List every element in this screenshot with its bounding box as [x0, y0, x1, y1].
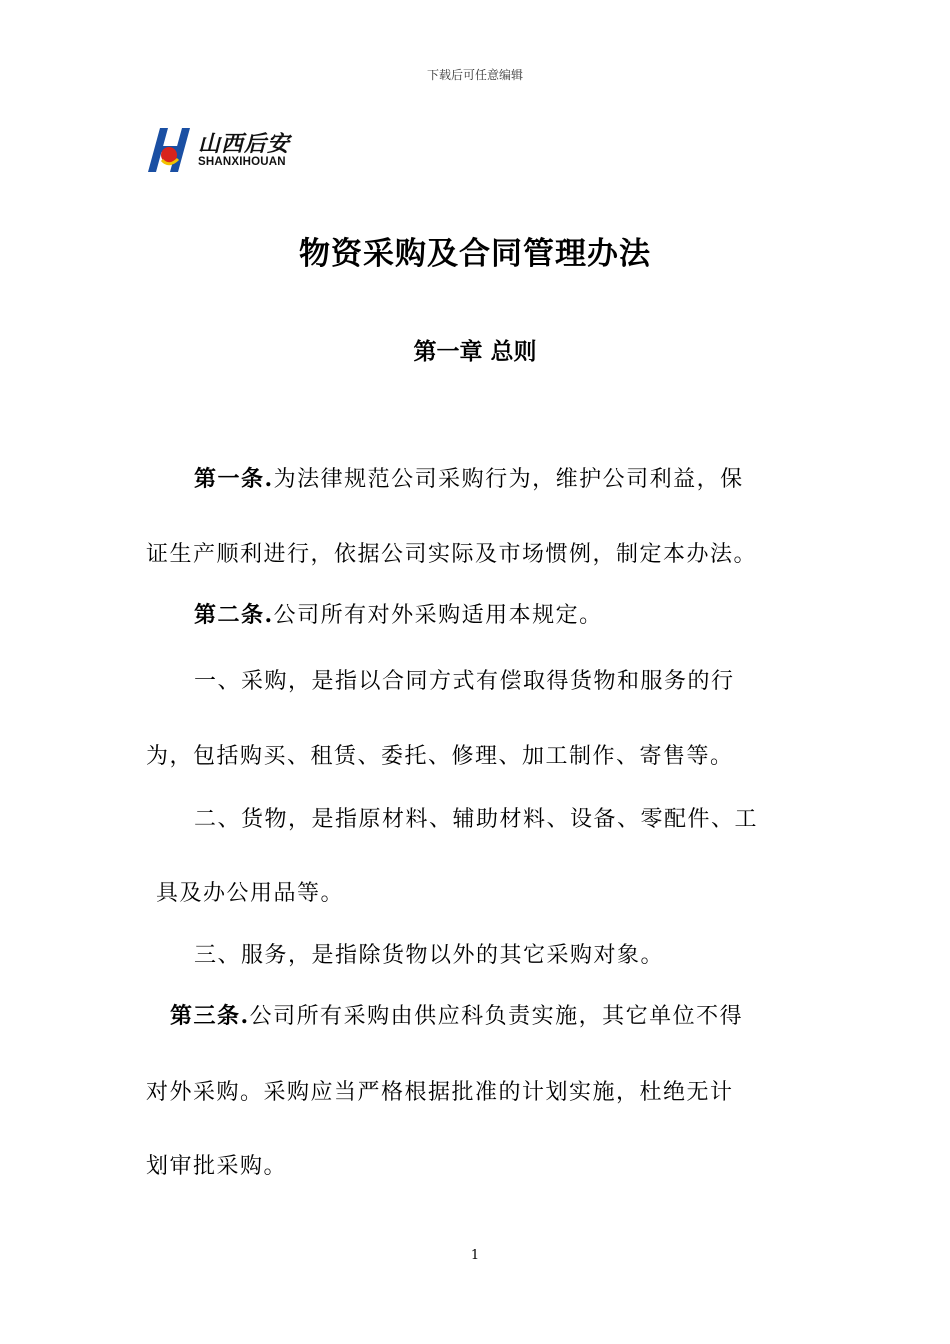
- item-1-line-2: 为，包括购买、租赁、委托、修理、加工制作、寄售等。: [146, 744, 734, 769]
- logo-mark-icon: [146, 126, 190, 172]
- document-title: 物资采购及合同管理办法: [299, 236, 651, 272]
- article-1-line-2: 证生产顺利进行，依据公司实际及市场惯例，制定本办法。: [146, 542, 758, 567]
- item-1-line-1: 一、采购，是指以合同方式有偿取得货物和服务的行: [194, 669, 735, 694]
- item-3-line: 三、服务，是指除货物以外的其它采购对象。: [194, 943, 665, 968]
- chapter-title: 第一章 总则: [413, 338, 537, 365]
- article-3-line-1: [170, 999, 743, 1030]
- logo-chinese-name: 山西后安: [198, 131, 291, 157]
- article-1-text: 为法律规范公司采购行为，维护公司利益，保: [273, 467, 744, 492]
- article-1-label: 第一条.: [194, 466, 274, 492]
- article-2-text: 公司所有对外采购适用本规定。: [273, 603, 603, 628]
- item-2-line-1: 二、货物，是指原材料、辅助材料、设备、零配件、工: [194, 807, 759, 832]
- logo-english-name: SHANXIHOUAN: [198, 156, 286, 168]
- header-note: 下载后可任意编辑: [426, 68, 523, 82]
- item-2-line-2: 具及办公用品等。: [156, 881, 345, 906]
- article-3-line-2: 对外采购。采购应当严格根据批准的计划实施，杜绝无计: [146, 1080, 734, 1105]
- company-logo: [146, 124, 306, 174]
- article-2-label: 第二条.: [194, 602, 274, 628]
- article-1-line-1: [194, 462, 744, 493]
- page-number: 1: [470, 1248, 480, 1263]
- article-2-line: [194, 598, 603, 629]
- article-3-label: 第三条.: [170, 1003, 250, 1029]
- article-3-text: 公司所有采购由供应科负责实施，其它单位不得: [249, 1004, 744, 1029]
- article-3-line-3: 划审批采购。: [146, 1154, 288, 1179]
